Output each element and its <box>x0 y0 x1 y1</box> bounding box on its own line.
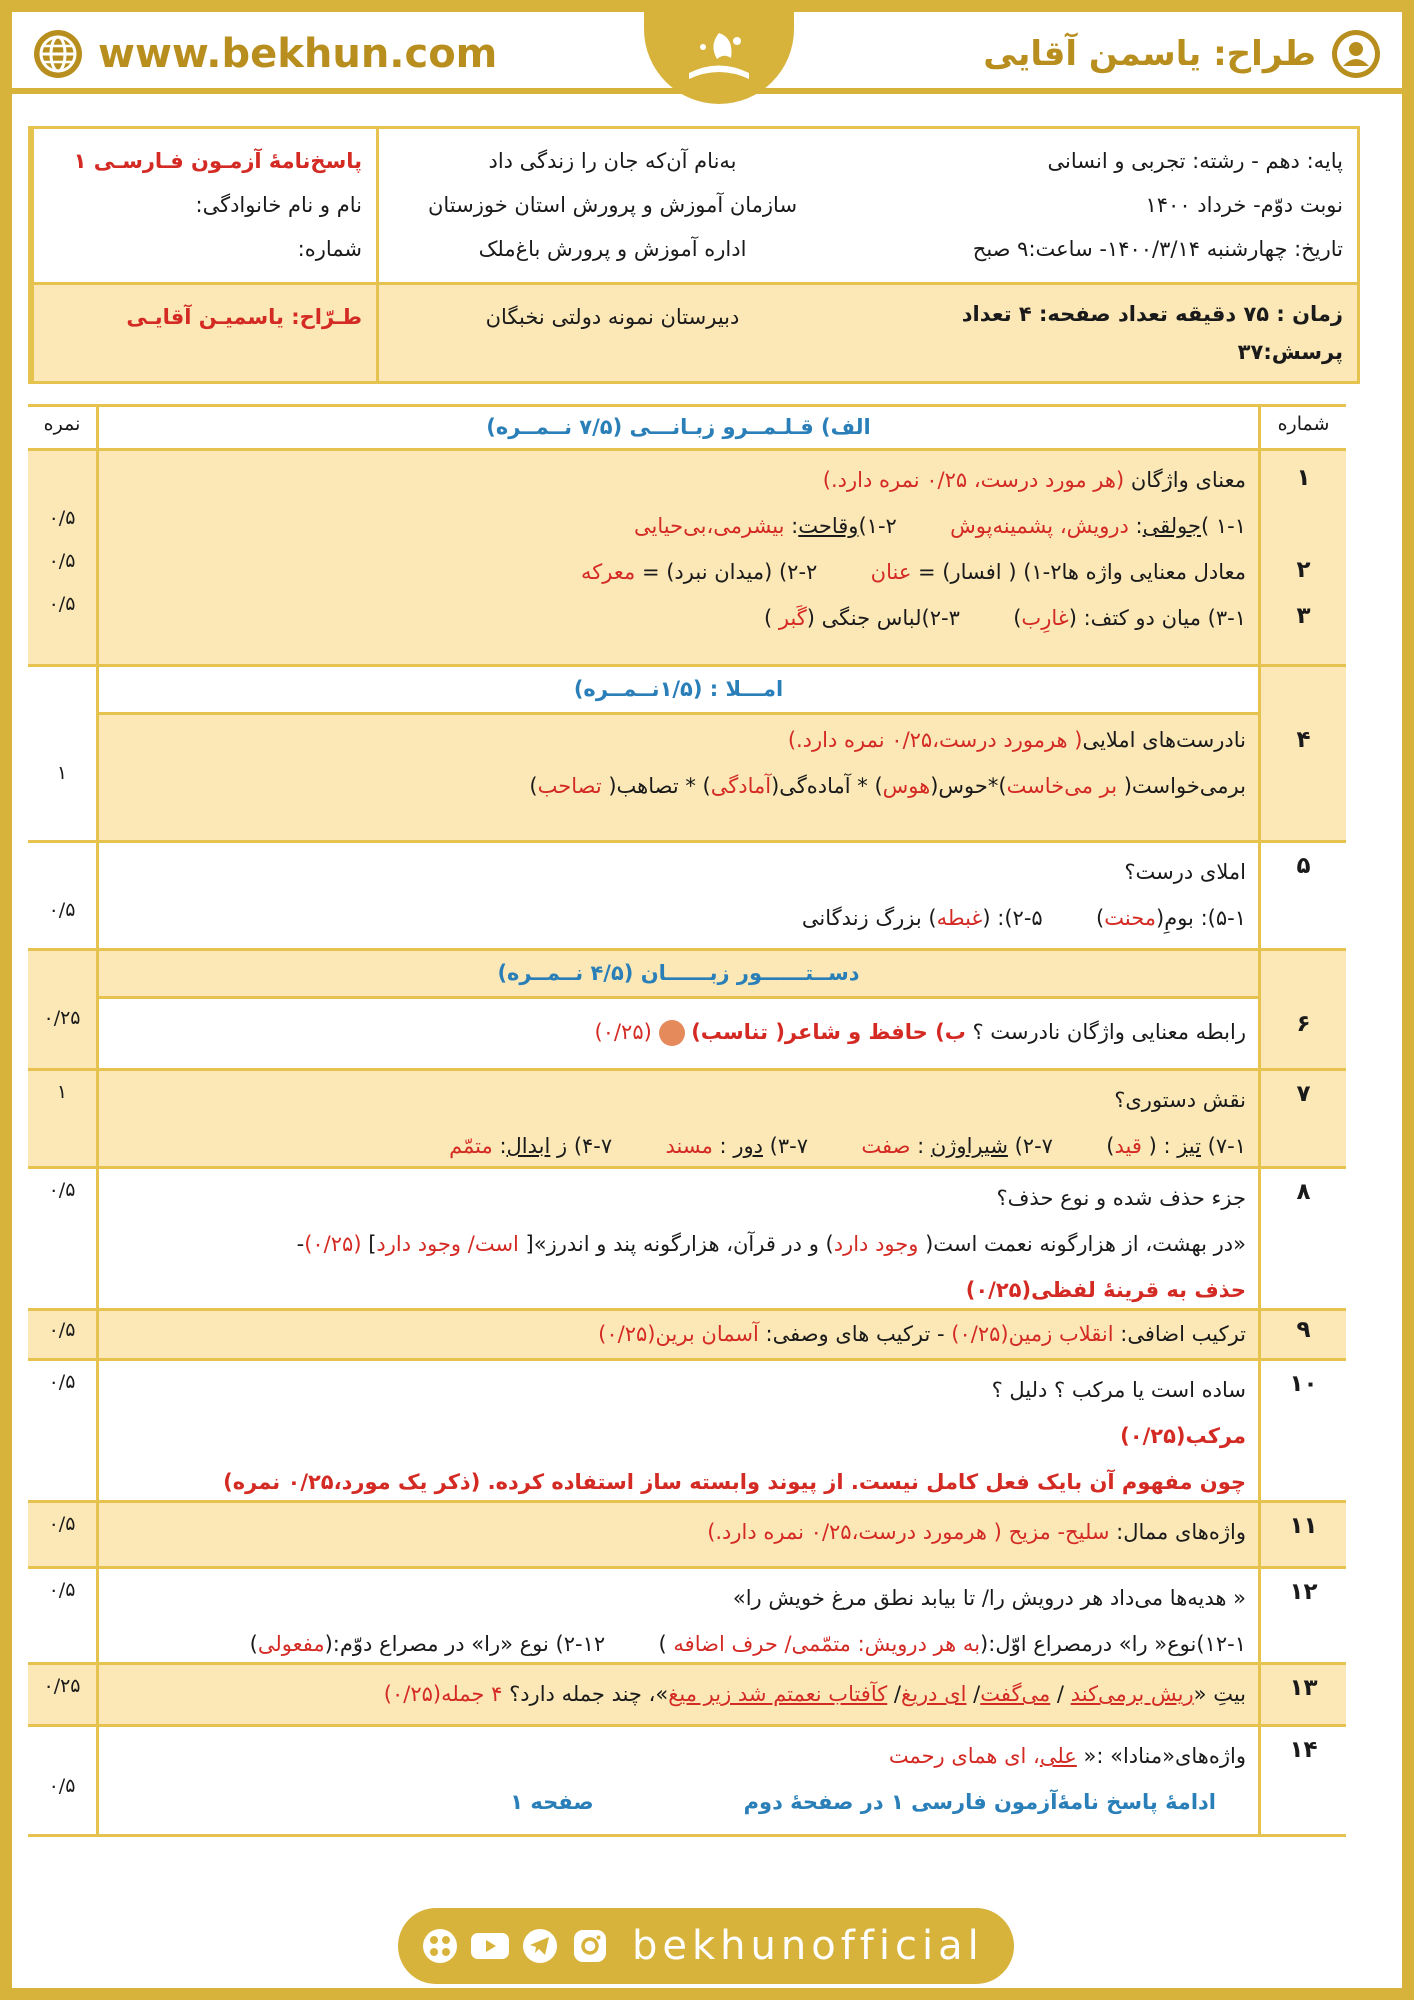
question-numbers-1-3 <box>1258 451 1346 664</box>
q9-content: ترکیب اضافی: انقلاب زمین(۰/۲۵) - ترکیب های وصفی: آسمان برین(۰/۲۵) <box>96 1311 1258 1358</box>
table-row <box>28 1569 1346 1665</box>
q8-answer-type: حذف به قرینۀ لفظی(۰/۲۵) <box>965 1278 1246 1302</box>
section-a-title-cell <box>96 407 1258 448</box>
grade: پایه: دهم - رشته: تجربی و انسانی <box>1047 149 1343 173</box>
q10-score: ۰/۵ <box>48 1371 76 1393</box>
page-number: صفحه ۱ <box>510 1790 594 1814</box>
q8-number: ۸ <box>1258 1169 1346 1308</box>
section-spelling-title: امـــلا : (۱/۵نــمــره) <box>573 677 784 701</box>
q2-score: ۰/۵ <box>48 550 76 572</box>
header-left <box>846 129 1357 282</box>
q12-answers: ۱۲-۱)نوع« را» درمصراع اوّل:(به هر درویش: متمّمی/ حرف اضافه ) ۱۲-۲) نوع «را» در مصراع دوّم:(مفعولی) <box>249 1632 1246 1656</box>
q9-score: ۰/۵ <box>48 1319 76 1341</box>
q5-score: ۰/۵ <box>48 899 76 921</box>
q5-number: ۵ <box>1258 843 1346 948</box>
designer-name: طراح: یاسمن آقایی <box>983 34 1316 74</box>
q9-number: ۹ <box>1258 1311 1346 1358</box>
q4-content <box>96 667 1258 840</box>
q10-prompt: ساده است یا مرکب ؟ دلیل ؟ <box>991 1378 1246 1402</box>
book-logo-icon <box>679 23 759 93</box>
q7-content <box>96 1071 1258 1166</box>
table-row <box>28 451 1346 667</box>
q4-answers: برمی‌خواست( بر می‌خاست)*حوس(هوس) * آماده‌گی(آمادگی) * تصاهب( تصاحب) <box>529 774 1246 798</box>
q11-content: واژه‌های ممال: سلیح- مزیح ( هرمورد درست،۰/۲۵ نمره دارد.) <box>96 1503 1258 1566</box>
q6-number: ۶ <box>1258 951 1346 1068</box>
table-row <box>28 843 1346 951</box>
table-row <box>28 1665 1346 1727</box>
aparat-icon[interactable] <box>420 1926 460 1966</box>
q4-prompt: نادرست‌های املایی( هرمورد درست،۰/۲۵ نمره دارد.) <box>787 728 1246 752</box>
q5-answers: ۵-۱): بومِ(محنت) ۵-۲): (غبطه) بزرگ زندگانی <box>801 906 1246 930</box>
session: نوبت دوّم- خرداد ۱۴۰۰ <box>1145 193 1343 217</box>
table-row <box>28 1361 1346 1503</box>
q13-content: بیتِ «ریش برمی‌کند / می‌گفت/ ای دریغ/ کآفتاب نعمتم شد زیر میغ»، چند جمله دارد؟ ۴ جمله(۰/۲۵) <box>96 1665 1258 1724</box>
q10-reason: چون مفهوم آن بایک فعل کامل نیست. از پیوند وابسته ساز استفاده کرده. (ذکر یک مورد،۰/۲۵ نمره) <box>223 1470 1246 1494</box>
table-header-row <box>28 407 1346 451</box>
table-row <box>28 1169 1346 1311</box>
telegram-icon[interactable] <box>520 1926 560 1966</box>
q2-answers: معادل معنایی واژه ها۲-۱) ( افسار) = عنان ۲-۲) (میدان نبرد) = معرکه <box>581 560 1246 584</box>
q1-number: ۱ <box>1296 465 1311 491</box>
section-grammar-title: دســتــــــور زبــــــان (۴/۵ نــمــره) <box>497 961 860 985</box>
q6-content <box>96 951 1258 1068</box>
q1-answers: ۱-۱ )جولقی: درویش، پشمینه‌پوش ۲-۱)وقاحت: بیشرمی،بی‌حیایی <box>634 514 1246 538</box>
q7-score: ۱ <box>56 1081 68 1103</box>
q3-score: ۰/۵ <box>48 593 76 615</box>
header-time-cell <box>846 285 1357 381</box>
invocation: به‌نام آن‌که جان را زندگی داد <box>488 149 737 173</box>
q1-3-content <box>96 451 1258 664</box>
q12-number: ۱۲ <box>1258 1569 1346 1662</box>
q8-score: ۰/۵ <box>48 1179 76 1201</box>
table-row <box>28 1727 1346 1837</box>
youtube-icon[interactable] <box>470 1926 510 1966</box>
q8-prompt: جزء حذف شده و نوع حذف؟ <box>996 1186 1246 1210</box>
col-score-header: نمره <box>43 413 81 435</box>
q14-score: ۰/۵ <box>48 1775 76 1797</box>
exam-title: پاسخ‌نامۀ آزمـون فـارسـی ۱ <box>73 149 362 173</box>
website-text: www.bekhun.com <box>98 31 498 77</box>
header-center <box>376 129 846 282</box>
top-bar <box>12 12 1402 94</box>
q4-score: ۱ <box>28 667 96 840</box>
exam-time: زمان : ۷۵ دقیقه تعداد صفحه: ۴ تعداد پرسش:۳۷ <box>961 302 1343 364</box>
table-row <box>28 1311 1346 1361</box>
brand-logo <box>644 12 794 104</box>
q1-prompt: معنای واژگان (هر مورد درست، ۰/۲۵ نمره دارد.) <box>822 468 1246 492</box>
q7-answers: ۷-۱) تیز : ( قید) ۷-۲) شیراوژن : صفت ۷-۳) دور : مسند ۷-۴) ز ابدال: متمّم <box>449 1134 1246 1158</box>
grammar-title-row <box>99 951 1258 999</box>
q10-content <box>96 1361 1258 1500</box>
header-right <box>31 129 376 282</box>
q8-answer: «در بهشت، از هزارگونه نعمت است( وجود دارد) و در قرآن، هزارگونه پند و اندرز»[ است/ وجود دارد] (۰/۲۵)- <box>296 1232 1246 1256</box>
q12-score: ۰/۵ <box>48 1579 76 1601</box>
number-label: شماره: <box>297 237 362 261</box>
q6-score: ۰/۲۵ <box>28 951 96 1068</box>
table-row <box>28 1503 1346 1569</box>
school-name: دبیرستان نمونه دولتی نخبگان <box>485 305 740 329</box>
q6-answer-line: رابطه معنایی واژگان نادرست ؟ ب) حافظ و شاعر( تناسب) (۰/۲۵) <box>99 999 1258 1068</box>
office: اداره آموزش و پرورش باغ‌ملک <box>478 237 747 261</box>
social-handle[interactable]: bekhunofficial <box>632 1923 984 1969</box>
continuation-text: ادامۀ پاسخ نامۀآزمون فارسی ۱ در صفحۀ دوم <box>743 1790 1216 1814</box>
q8-content <box>96 1169 1258 1308</box>
q3-answers: ۳-۱) میان دو کتف: (غارِب) ۳-۲)لباس جنگی (گَبر ) <box>763 606 1246 630</box>
table-row <box>28 667 1346 843</box>
instagram-icon[interactable] <box>570 1926 610 1966</box>
q4-number: ۴ <box>1258 667 1346 840</box>
exam-header <box>28 126 1360 384</box>
q11-score: ۰/۵ <box>48 1513 76 1535</box>
q13-number: ۱۳ <box>1258 1665 1346 1724</box>
social-footer <box>398 1908 1014 1984</box>
section-a-title: الف) قـلـمــرو زبـانـــی (۷/۵ نــمــره) <box>486 415 871 439</box>
table-row <box>28 1071 1346 1169</box>
q10-number: ۱۰ <box>1258 1361 1346 1500</box>
organization: سازمان آموزش و پرورش استان خوزستان <box>427 193 798 217</box>
scores-1-3 <box>28 451 96 664</box>
answer-table <box>28 404 1346 1837</box>
header-school-cell <box>376 285 846 381</box>
q11-number: ۱۱ <box>1258 1503 1346 1566</box>
exam-date: تاریخ: چهارشنبه ۱۴۰۰/۳/۱۴- ساعت:۹ صبح <box>972 237 1343 261</box>
q2-number: ۲ <box>1296 557 1311 583</box>
q3-number: ۳ <box>1296 603 1311 629</box>
q12-content <box>96 1569 1258 1662</box>
header-designer: طـرّاح: یاسمیـن آقایـی <box>126 305 362 329</box>
q5-content <box>96 843 1258 948</box>
q13-score: ۰/۲۵ <box>43 1675 81 1697</box>
orange-circle-icon <box>659 1020 685 1046</box>
globe-icon <box>32 28 84 80</box>
header-designer-cell <box>31 285 376 381</box>
q10-answer: مرکب(۰/۲۵) <box>1120 1424 1246 1448</box>
q14-answer: واژه‌های«منادا» :« علی، ای همای رحمت <box>888 1744 1246 1768</box>
continuation-note <box>111 1779 1246 1825</box>
website-link[interactable] <box>32 28 497 80</box>
q14-content <box>96 1727 1258 1834</box>
q14-number: ۱۴ <box>1258 1727 1346 1834</box>
name-label: نام و نام خانوادگی: <box>195 193 362 217</box>
designer-badge <box>983 28 1382 80</box>
q5-prompt: املای درست؟ <box>1124 860 1246 884</box>
col-number-header: شماره <box>1258 407 1346 448</box>
q1-score: ۰/۵ <box>48 507 76 529</box>
q7-number: ۷ <box>1258 1071 1346 1166</box>
table-row <box>28 951 1346 1071</box>
q7-prompt: نقش دستوری؟ <box>1114 1088 1246 1112</box>
spelling-title-row <box>99 667 1258 715</box>
user-icon <box>1330 28 1382 80</box>
q12-verse: « هدیه‌ها می‌داد هر درویش را/ تا بیابد نطق مرغ خویش را» <box>732 1586 1246 1610</box>
